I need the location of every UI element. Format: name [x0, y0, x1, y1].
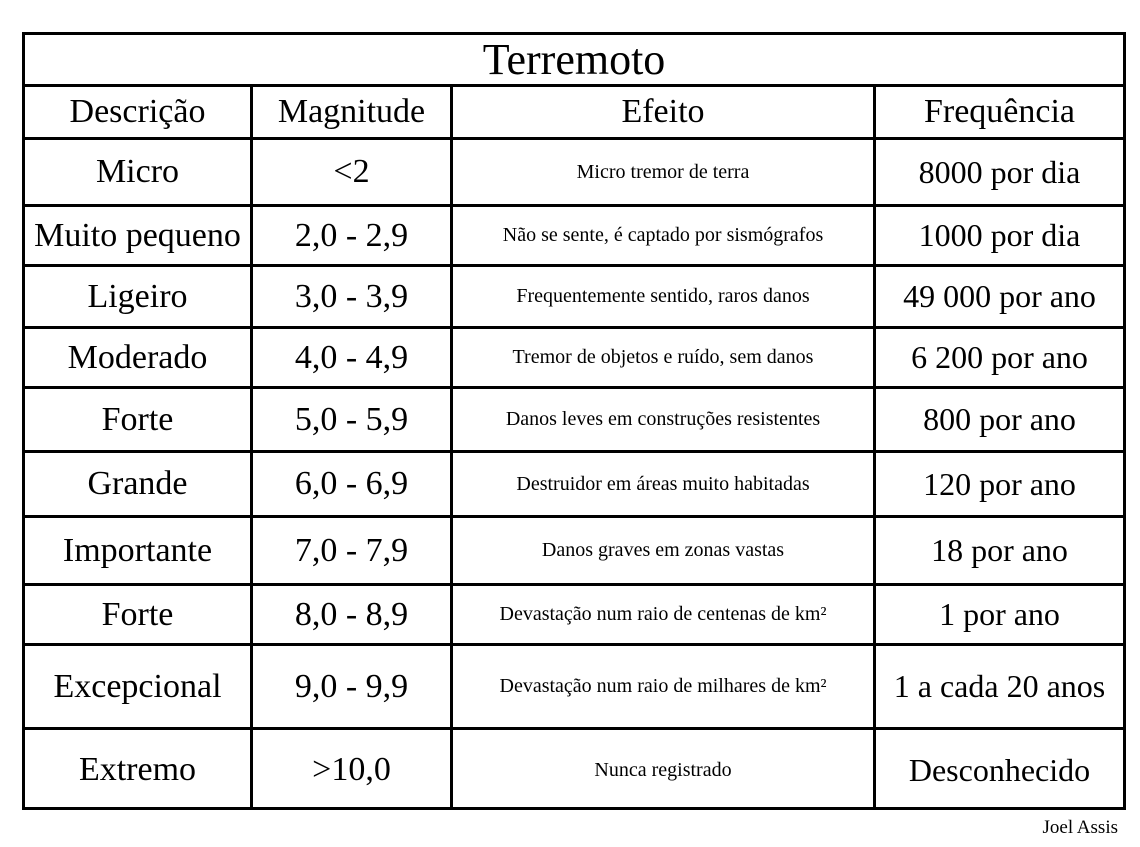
table-row — [25, 267, 1123, 329]
cell-frequencia: 1 por ano — [939, 596, 1060, 632]
table-grid — [25, 87, 1123, 810]
cell-magnitude: 7,0 - 7,9 — [253, 518, 453, 583]
table-row — [25, 586, 1123, 646]
cell-frequencia: 6 200 por ano — [911, 339, 1088, 375]
cell-efeito: Devastação num raio de milhares de km² — [453, 646, 876, 727]
cell-magnitude: 3,0 - 3,9 — [253, 267, 453, 326]
cell-descricao: Grande — [25, 453, 253, 515]
table-row — [25, 207, 1123, 267]
cell-frequencia: 18 por ano — [931, 532, 1068, 568]
cell-frequencia: 120 por ano — [923, 465, 1076, 502]
cell-magnitude: 2,0 - 2,9 — [253, 207, 453, 264]
cell-frequencia: 1 a cada 20 anos — [893, 668, 1106, 704]
cell-magnitude: 8,0 - 8,9 — [253, 586, 453, 643]
cell-magnitude: >10,0 — [253, 730, 453, 810]
table-row — [25, 730, 1123, 810]
header-row — [25, 87, 1123, 140]
header-frequencia: Frequência — [923, 93, 1076, 130]
header-descricao: Descrição — [25, 87, 253, 137]
cell-efeito: Micro tremor de terra — [453, 140, 876, 204]
cell-descricao: Moderado — [25, 329, 253, 386]
cell-magnitude: 4,0 - 4,9 — [253, 329, 453, 386]
cell-descricao: Excepcional — [25, 646, 253, 727]
table-row — [25, 453, 1123, 518]
cell-efeito: Danos graves em zonas vastas — [453, 518, 876, 583]
cell-frequencia: Desconhecido — [908, 751, 1091, 788]
cell-descricao: Importante — [25, 518, 253, 583]
cell-frequencia: 1000 por dia — [918, 217, 1081, 253]
cell-magnitude: <2 — [253, 140, 453, 204]
cell-magnitude: 6,0 - 6,9 — [253, 453, 453, 515]
table-row — [25, 518, 1123, 586]
cell-efeito: Destruidor em áreas muito habitadas — [453, 453, 876, 515]
table-row — [25, 646, 1123, 730]
cell-magnitude: 9,0 - 9,9 — [253, 646, 453, 727]
cell-descricao: Ligeiro — [25, 267, 253, 326]
header-magnitude: Magnitude — [253, 87, 453, 137]
cell-efeito: Tremor de objetos e ruído, sem danos — [453, 329, 876, 386]
cell-descricao: Micro — [25, 140, 253, 204]
cell-efeito: Não se sente, é captado por sismógrafos — [453, 207, 876, 264]
table-row — [25, 140, 1123, 207]
header-efeito: Efeito — [453, 87, 876, 137]
cell-descricao: Forte — [25, 389, 253, 450]
cell-descricao: Forte — [25, 586, 253, 643]
cell-efeito: Danos leves em construções resistentes — [453, 389, 876, 450]
cell-frequencia: 49 000 por ano — [903, 278, 1096, 314]
author-credit: Joel Assis — [1042, 817, 1118, 838]
earthquake-table — [22, 32, 1126, 810]
cell-descricao: Muito pequeno — [25, 207, 253, 264]
cell-efeito: Devastação num raio de centenas de km² — [453, 586, 876, 643]
table-title: Terremoto — [25, 35, 1123, 87]
cell-efeito: Frequentemente sentido, raros danos — [453, 267, 876, 326]
cell-magnitude: 5,0 - 5,9 — [253, 389, 453, 450]
cell-efeito: Nunca registrado — [453, 730, 876, 810]
cell-frequencia: 8000 por dia — [918, 153, 1081, 190]
table-row — [25, 329, 1123, 389]
cell-descricao: Extremo — [25, 730, 253, 810]
cell-frequencia: 800 por ano — [923, 401, 1076, 437]
table-row — [25, 389, 1123, 453]
